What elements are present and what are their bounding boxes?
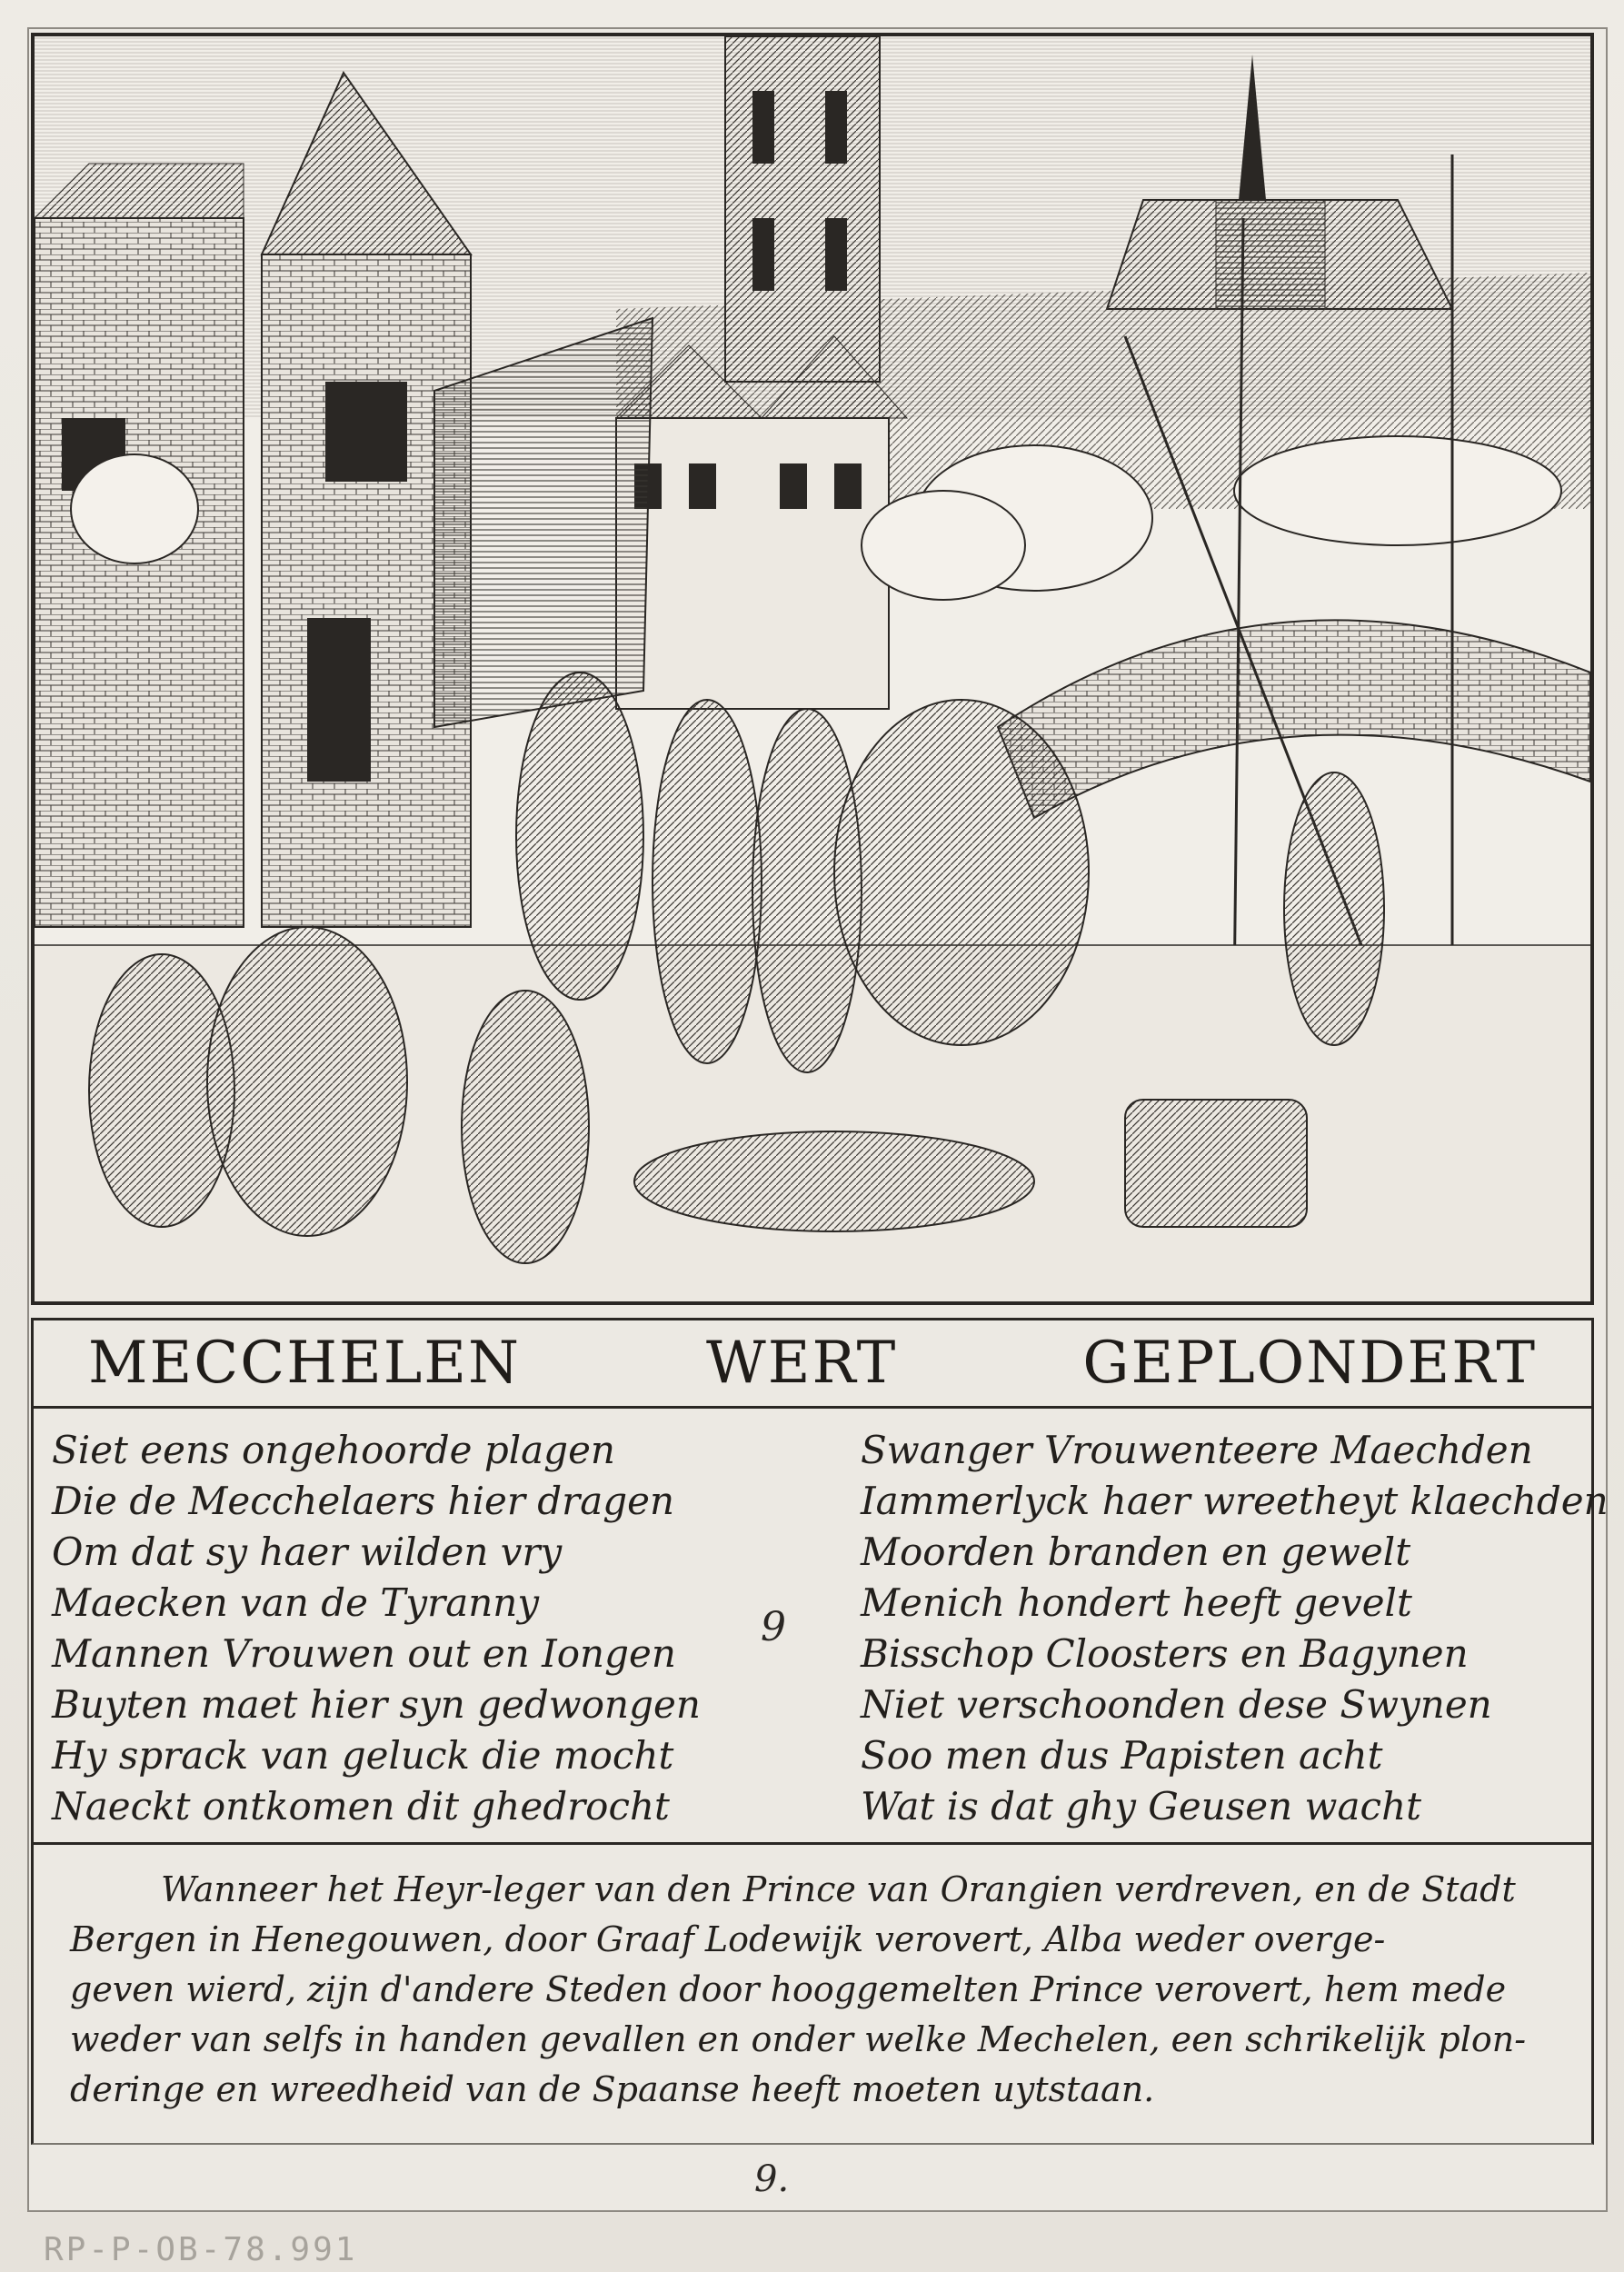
title-word-1: MECCHELEN	[88, 1330, 521, 1397]
verse-line: Bisschop Cloosters en Bagynen	[861, 1631, 1469, 1676]
verse-line: Maecken van de Tyranny	[52, 1580, 540, 1625]
verse-line: Iammerlyck haer wreetheyt klaechden	[861, 1479, 1609, 1523]
engraved-scene	[31, 33, 1594, 1305]
verse-line: Siet eens ongehoorde plagen	[52, 1428, 615, 1472]
verse-line: Hy sprack van geluck die mocht	[52, 1733, 674, 1778]
verse-column-left	[52, 1425, 742, 1832]
title-word-2: WERT	[706, 1330, 898, 1397]
commentary-line: deringe en wreedheid van de Spaanse heeft moeten uytstaan.	[70, 2069, 1155, 2109]
verse-line: Naeckt ontkomen dit ghedrocht	[52, 1784, 670, 1829]
commentary-line: geven wierd, zijn d'andere Steden door hooggemelten Prince verovert, hem mede	[70, 1969, 1507, 2009]
verse-block	[31, 1409, 1609, 1845]
verse-line: Die de Mecchelaers hier dragen	[52, 1479, 675, 1523]
verse-line: Moorden branden en gewelt	[861, 1530, 1411, 1574]
verse-line: Niet verschoonden dese Swynen	[861, 1682, 1492, 1727]
verse-line: Swanger Vrouwenteere Maechden	[861, 1428, 1533, 1472]
verse-line: Om dat sy haer wilden vry	[52, 1530, 563, 1574]
verse-number: 9	[761, 1604, 786, 1650]
verse-line: Soo men dus Papisten acht	[861, 1733, 1383, 1778]
banner-flag	[434, 318, 653, 727]
verse-line: Menich hondert heeft gevelt	[861, 1580, 1412, 1625]
verse-line: Wat is dat ghy Geusen wacht	[861, 1784, 1421, 1829]
verse-line: Mannen Vrouwen out en Iongen	[52, 1631, 676, 1676]
commentary-line: Wanneer het Heyr-leger van den Prince van Orangien verdreven, en de Stadt	[161, 1869, 1516, 1909]
title-word-3: GEPLONDERT	[1082, 1330, 1537, 1397]
page-number: 9.	[754, 2158, 790, 2200]
scene-illustration	[35, 36, 1590, 1301]
commentary-text	[31, 1845, 1594, 2145]
arched-bridge	[998, 620, 1590, 818]
verse-column-right	[861, 1425, 1609, 1832]
print-title	[31, 1318, 1594, 1409]
verse-line: Buyten maet hier syn gedwongen	[52, 1682, 701, 1727]
inventory-number: RP-P-OB-78.991	[44, 2231, 358, 2268]
commentary-line: Bergen in Henegouwen, door Graaf Lodewijk verovert, Alba weder overge-	[70, 1919, 1386, 1959]
commentary-line: weder van selfs in handen gevallen en onder welke Mechelen, een schrikelijk plon-	[70, 2019, 1527, 2059]
